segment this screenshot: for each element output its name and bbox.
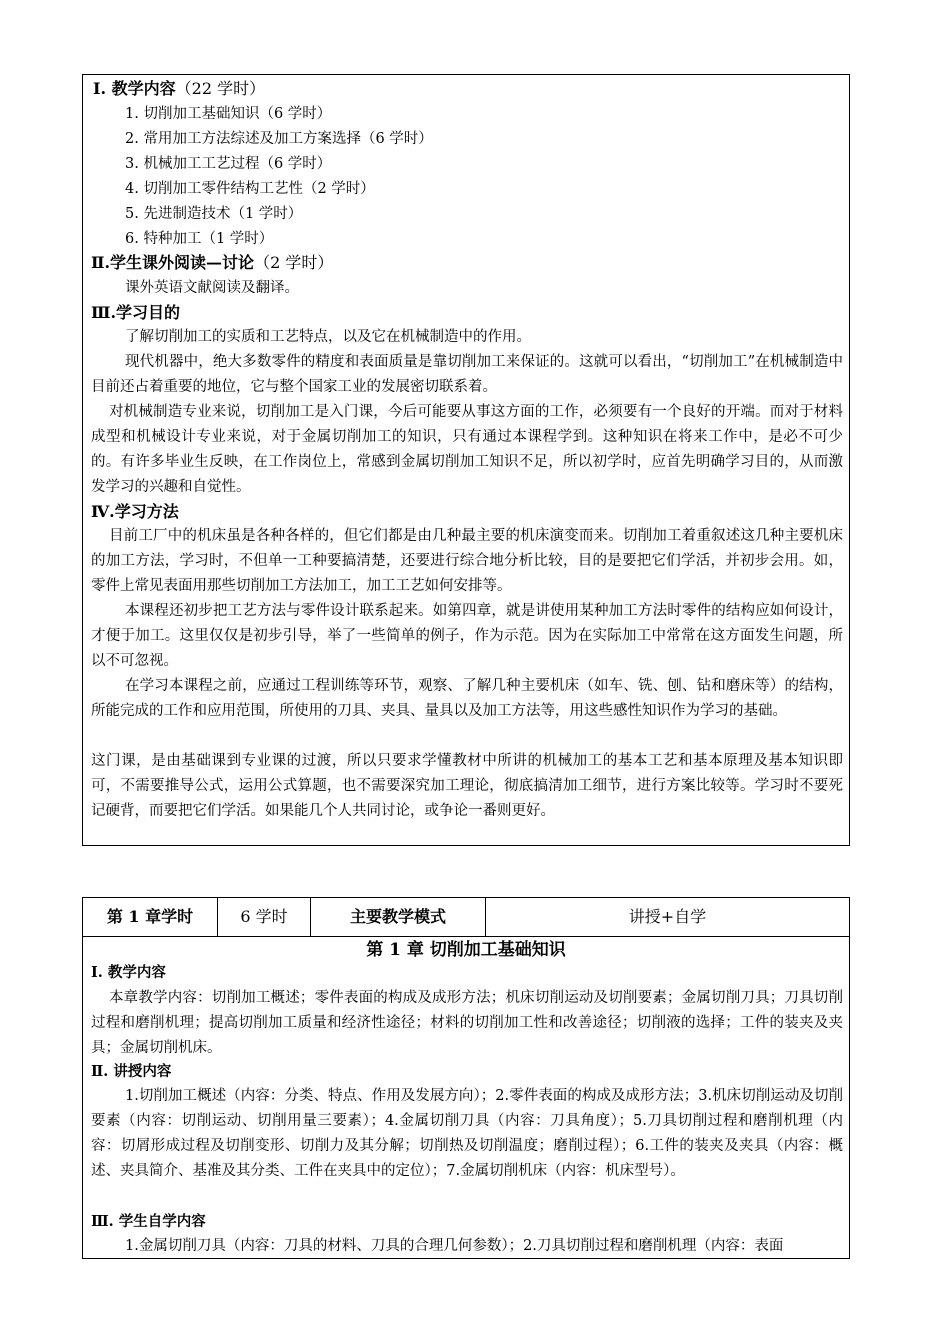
chapter-hours-label: 第 1 章学时 (83, 898, 218, 936)
method-paragraph: 目前工厂中的机床虽是各种各样的，但它们都是由几种最主要的机床演变而来。切削加工着重叙述这几种主要机床的加工方法，学习时，不但单一工种要搞清楚，还要进行综合地分析比较，目的是要把它们学活，并初步会用。如，零件上常见表面用那些切削加工方法加工，加工工艺如何安排等。 (91, 528, 843, 594)
purpose-paragraph: 对机械制造专业来说，切削加工是入门课，今后可能要从事这方面的工作，必须要有一个良好的开端。而对于材料成型和机械设计专业来说，对于金属切削加工的知识，只有通过本课程学到。这种知识在将来工作中，是必不可少的。有许多毕业生反映，在工作岗位上，常感到金属切削加工知识不足，所以初学时，应首先明确学习目的，从而激发学习的兴趣和自觉性。 (91, 404, 843, 495)
syllabus-overview-box (82, 74, 850, 846)
list-item: 4. 切削加工零件结构工艺性（2 学时） (125, 181, 375, 197)
chapter-header-row (83, 898, 849, 937)
list-item: 3. 机械加工工艺过程（6 学时） (125, 156, 332, 172)
method-paragraph: 这门课，是由基础课到专业课的过渡，所以只要求学懂教材中所讲的机械加工的基本工艺和基本原理及基本知识即可，不需要推导公式，运用公式算题，也不需要深究加工理论，彻底搞清加工细节，进行方案比较等。学习时不要死记硬背，而要把它们学活。如果能几个人共同讨论，或争论一番则更好。 (91, 753, 843, 819)
purpose-paragraph: 了解切削加工的实质和工艺特点，以及它在机械制造中的作用。 (125, 329, 531, 345)
method-heading: Ⅳ.学习方法 (91, 502, 179, 521)
teaching-mode-value: 讲授+自学 (628, 907, 707, 926)
lecture-content-text: 1.切削加工概述（内容：分类、特点、作用及发展方向）；2.零件表面的构成及成形方法；3.机床切削运动及切削要素（内容：切削运动、切削用量三要素）；4.金属切削刀具（内容：刀具角度）；5.刀具切削过程和磨削机理（内容：切屑形成过程及切削变形、切削力及其分解；切削热及切削温度；磨削过程）；6.工件的装夹及夹具（内容：概述、夹具简介、基准及其分类、工件在夹具中的定位）；7.金属切削机床（内容：机床型号）。 (91, 1088, 843, 1179)
teaching-content-heading: Ⅰ. 教学内容 (91, 964, 166, 981)
chapter-1-box (82, 897, 850, 1259)
purpose-heading: Ⅲ.学习目的 (91, 303, 181, 322)
lecture-content-heading: Ⅱ. 讲授内容 (91, 1063, 172, 1080)
teaching-mode-label: 主要教学模式 (311, 898, 486, 936)
list-item: 5. 先进制造技术（1 学时） (125, 206, 303, 222)
purpose-paragraph: 现代机器中，绝大多数零件的精度和表面质量是靠切削加工来保证的。这就可以看出，“切削加工”在机械制造中目前还占着重要的地位，它与整个国家工业的发展密切联系着。 (91, 354, 843, 395)
self-study-text: 1.金属切削刀具（内容：刀具的材料、刀具的合理几何参数）；2.刀具切削过程和磨削机理（内容：表面 (125, 1238, 784, 1254)
list-item: 1. 切削加工基础知识（6 学时） (125, 106, 332, 122)
list-item: 2. 常用加工方法综述及加工方案选择（6 学时） (125, 131, 433, 147)
method-paragraph: 在学习本课程之前，应通过工程训练等环节，观察、了解几种主要机床（如车、铣、刨、钻和磨床等）的结构，所能完成的工作和应用范围，所使用的刀具、夹具、量具以及加工方法等，用这些感性知识作为学习的基础。 (91, 678, 843, 719)
chapter-title: 第 1 章 切削加工基础知识 (366, 940, 566, 960)
self-study-heading: Ⅲ. 学生自学内容 (91, 1213, 206, 1230)
method-paragraph: 本课程还初步把工艺方法与零件设计联系起来。如第四章，就是讲使用某种加工方法时零件的结构应如何设计，才便于加工。这里仅仅是初步引导，举了一些简单的例子，作为示范。因为在实际加工中常常在这方面发生问题，所以不可忽视。 (91, 603, 843, 669)
reading-text: 课外英语文献阅读及翻译。 (125, 280, 299, 296)
teaching-content-text: 本章教学内容：切削加工概述；零件表面的构成及成形方法；机床切削运动及切削要素；金属切削刀具；刀具切削过程和磨削机理；提高切削加工质量和经济性途径；材料的切削加工性和改善途径；切削液的选择；工件的装夹及夹具；金属切削机床。 (91, 990, 843, 1056)
teaching-content-heading: Ⅰ. 教学内容（22 学时） (93, 79, 266, 98)
chapter-hours-value: 6 学时 (218, 898, 311, 936)
reading-heading: Ⅱ.学生课外阅读—讨论（2 学时） (91, 253, 334, 272)
list-item: 6. 特种加工（1 学时） (125, 231, 274, 247)
